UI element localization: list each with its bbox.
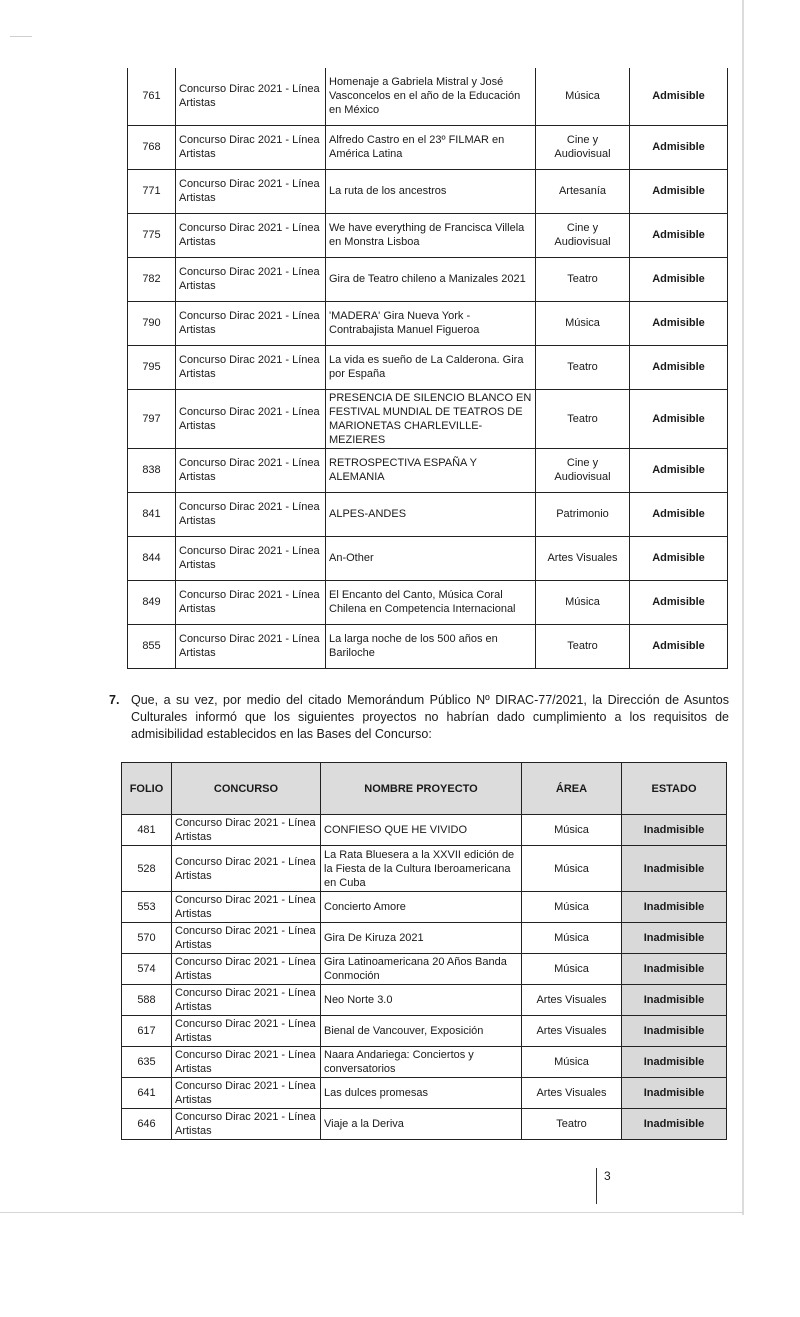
area-cell: Teatro	[536, 624, 630, 668]
nombre-proyecto-cell: An-Other	[326, 536, 536, 580]
area-cell: Artes Visuales	[536, 536, 630, 580]
area-cell: Música	[522, 892, 622, 923]
nombre-proyecto-cell: ALPES-ANDES	[326, 492, 536, 536]
folio-cell: 790	[128, 301, 176, 345]
concurso-cell: Concurso Dirac 2021 - Línea Artistas	[176, 580, 326, 624]
paragraph-text: Que, a su vez, por medio del citado Memorándum Público Nº DIRAC-77/2021, la Dirección de Asuntos Culturales informó que los siguientes proyectos no habrían dado cumplimiento a los requisitos de admisibilidad establecidos en las Bases del Concurso:	[131, 693, 729, 741]
table-row	[128, 68, 728, 125]
area-cell: Cine y Audiovisual	[536, 448, 630, 492]
nombre-proyecto-cell: RETROSPECTIVA ESPAÑA Y ALEMANIA	[326, 448, 536, 492]
table-row	[122, 1109, 727, 1140]
concurso-cell: Concurso Dirac 2021 - Línea Artistas	[176, 345, 326, 389]
estado-cell: Admisible	[630, 580, 728, 624]
concurso-cell: Concurso Dirac 2021 - Línea Artistas	[172, 1016, 321, 1047]
area-cell: Teatro	[536, 389, 630, 448]
area-cell: Artesanía	[536, 169, 630, 213]
estado-cell: Inadmisible	[622, 1109, 727, 1140]
concurso-cell: Concurso Dirac 2021 - Línea Artistas	[172, 1047, 321, 1078]
area-cell: Teatro	[522, 1109, 622, 1140]
table-row	[128, 213, 728, 257]
concurso-cell: Concurso Dirac 2021 - Línea Artistas	[176, 624, 326, 668]
table-row	[122, 985, 727, 1016]
table-row	[128, 536, 728, 580]
concurso-cell: Concurso Dirac 2021 - Línea Artistas	[176, 257, 326, 301]
area-cell: Música	[522, 846, 622, 892]
concurso-cell: Concurso Dirac 2021 - Línea Artistas	[172, 1078, 321, 1109]
folio-cell: 588	[122, 985, 172, 1016]
table-row	[128, 389, 728, 448]
header-folio: FOLIO	[122, 763, 172, 815]
folio-cell: 570	[122, 923, 172, 954]
folio-cell: 841	[128, 492, 176, 536]
header-area: ÁREA	[522, 763, 622, 815]
table-row	[128, 492, 728, 536]
nombre-proyecto-cell: El Encanto del Canto, Música Coral Chilena en Competencia Internacional	[326, 580, 536, 624]
area-cell: Música	[522, 923, 622, 954]
nombre-proyecto-cell: Bienal de Vancouver, Exposición	[321, 1016, 522, 1047]
nombre-proyecto-cell: 'MADERA' Gira Nueva York - Contrabajista Manuel Figueroa	[326, 301, 536, 345]
estado-cell: Admisible	[630, 257, 728, 301]
area-cell: Música	[536, 68, 630, 125]
concurso-cell: Concurso Dirac 2021 - Línea Artistas	[172, 815, 321, 846]
nombre-proyecto-cell: Viaje a la Deriva	[321, 1109, 522, 1140]
table-row	[122, 846, 727, 892]
concurso-cell: Concurso Dirac 2021 - Línea Artistas	[176, 125, 326, 169]
estado-cell: Admisible	[630, 624, 728, 668]
concurso-cell: Concurso Dirac 2021 - Línea Artistas	[176, 492, 326, 536]
concurso-cell: Concurso Dirac 2021 - Línea Artistas	[176, 213, 326, 257]
estado-cell: Inadmisible	[622, 892, 727, 923]
table-header-row	[122, 763, 727, 815]
area-cell: Música	[522, 1047, 622, 1078]
concurso-cell: Concurso Dirac 2021 - Línea Artistas	[172, 954, 321, 985]
folio-cell: 844	[128, 536, 176, 580]
estado-cell: Admisible	[630, 345, 728, 389]
nombre-proyecto-cell: PRESENCIA DE SILENCIO BLANCO EN FESTIVAL MUNDIAL DE TEATROS DE MARIONETAS CHARLEVILLE-MEZIERES	[326, 389, 536, 448]
table-row	[122, 923, 727, 954]
nombre-proyecto-cell: Homenaje a Gabriela Mistral y José Vasconcelos en el año de la Educación en México	[326, 68, 536, 125]
concurso-cell: Concurso Dirac 2021 - Línea Artistas	[176, 301, 326, 345]
estado-cell: Admisible	[630, 448, 728, 492]
nombre-proyecto-cell: Gira de Teatro chileno a Manizales 2021	[326, 257, 536, 301]
area-cell: Teatro	[536, 257, 630, 301]
nombre-proyecto-cell: Alfredo Castro en el 23º FILMAR en América Latina	[326, 125, 536, 169]
nombre-proyecto-cell: La vida es sueño de La Calderona. Gira por España	[326, 345, 536, 389]
estado-cell: Admisible	[630, 68, 728, 125]
folio-cell: 771	[128, 169, 176, 213]
table-row	[128, 257, 728, 301]
folio-cell: 528	[122, 846, 172, 892]
table-row	[122, 815, 727, 846]
area-cell: Música	[522, 954, 622, 985]
scan-mark	[10, 36, 32, 37]
header-concurso: CONCURSO	[172, 763, 321, 815]
nombre-proyecto-cell: CONFIESO QUE HE VIVIDO	[321, 815, 522, 846]
folio-cell: 635	[122, 1047, 172, 1078]
estado-cell: Admisible	[630, 389, 728, 448]
scan-edge-bottom	[0, 1212, 744, 1213]
folio-cell: 855	[128, 624, 176, 668]
scan-edge-right	[742, 0, 744, 1215]
area-cell: Música	[522, 815, 622, 846]
table-row	[122, 1078, 727, 1109]
nombre-proyecto-cell: La Rata Bluesera a la XXVII edición de la Fiesta de la Cultura Iberoamericana en Cuba	[321, 846, 522, 892]
table-row	[122, 1047, 727, 1078]
estado-cell: Admisible	[630, 169, 728, 213]
estado-cell: Admisible	[630, 492, 728, 536]
concurso-cell: Concurso Dirac 2021 - Línea Artistas	[172, 846, 321, 892]
nombre-proyecto-cell: La ruta de los ancestros	[326, 169, 536, 213]
area-cell: Teatro	[536, 345, 630, 389]
area-cell: Cine y Audiovisual	[536, 213, 630, 257]
folio-cell: 617	[122, 1016, 172, 1047]
concurso-cell: Concurso Dirac 2021 - Línea Artistas	[176, 389, 326, 448]
folio-cell: 782	[128, 257, 176, 301]
nombre-proyecto-cell: Naara Andariega: Conciertos y conversatorios	[321, 1047, 522, 1078]
paragraph-7	[109, 692, 729, 743]
nombre-proyecto-cell: Gira De Kiruza 2021	[321, 923, 522, 954]
folio-cell: 481	[122, 815, 172, 846]
estado-cell: Inadmisible	[622, 846, 727, 892]
nombre-proyecto-cell: We have everything de Francisca Villela en Monstra Lisboa	[326, 213, 536, 257]
page-number: 3	[596, 1168, 611, 1204]
nombre-proyecto-cell: Gira Latinoamericana 20 Años Banda Conmoción	[321, 954, 522, 985]
folio-cell: 797	[128, 389, 176, 448]
area-cell: Artes Visuales	[522, 985, 622, 1016]
table-row	[128, 345, 728, 389]
table-row	[128, 448, 728, 492]
table-row	[128, 624, 728, 668]
table-row	[122, 954, 727, 985]
table-row	[128, 125, 728, 169]
area-cell: Patrimonio	[536, 492, 630, 536]
folio-cell: 646	[122, 1109, 172, 1140]
area-cell: Música	[536, 301, 630, 345]
table-row	[122, 892, 727, 923]
area-cell: Artes Visuales	[522, 1078, 622, 1109]
folio-cell: 768	[128, 125, 176, 169]
estado-cell: Inadmisible	[622, 985, 727, 1016]
inadmisibles-table	[121, 762, 727, 1140]
table-row	[128, 169, 728, 213]
folio-cell: 795	[128, 345, 176, 389]
estado-cell: Admisible	[630, 213, 728, 257]
folio-cell: 761	[128, 68, 176, 125]
header-estado: ESTADO	[622, 763, 727, 815]
table-row	[128, 580, 728, 624]
folio-cell: 838	[128, 448, 176, 492]
folio-cell: 775	[128, 213, 176, 257]
folio-cell: 574	[122, 954, 172, 985]
area-cell: Artes Visuales	[522, 1016, 622, 1047]
estado-cell: Inadmisible	[622, 1016, 727, 1047]
estado-cell: Admisible	[630, 301, 728, 345]
estado-cell: Inadmisible	[622, 954, 727, 985]
area-cell: Música	[536, 580, 630, 624]
estado-cell: Inadmisible	[622, 923, 727, 954]
area-cell: Cine y Audiovisual	[536, 125, 630, 169]
concurso-cell: Concurso Dirac 2021 - Línea Artistas	[172, 892, 321, 923]
concurso-cell: Concurso Dirac 2021 - Línea Artistas	[172, 985, 321, 1016]
nombre-proyecto-cell: Concierto Amore	[321, 892, 522, 923]
nombre-proyecto-cell: Neo Norte 3.0	[321, 985, 522, 1016]
estado-cell: Admisible	[630, 125, 728, 169]
concurso-cell: Concurso Dirac 2021 - Línea Artistas	[172, 1109, 321, 1140]
concurso-cell: Concurso Dirac 2021 - Línea Artistas	[176, 169, 326, 213]
folio-cell: 641	[122, 1078, 172, 1109]
concurso-cell: Concurso Dirac 2021 - Línea Artistas	[176, 536, 326, 580]
estado-cell: Inadmisible	[622, 1078, 727, 1109]
concurso-cell: Concurso Dirac 2021 - Línea Artistas	[176, 448, 326, 492]
header-nombre-proyecto: NOMBRE PROYECTO	[321, 763, 522, 815]
admisibles-table	[127, 68, 728, 669]
concurso-cell: Concurso Dirac 2021 - Línea Artistas	[172, 923, 321, 954]
nombre-proyecto-cell: Las dulces promesas	[321, 1078, 522, 1109]
estado-cell: Inadmisible	[622, 1047, 727, 1078]
nombre-proyecto-cell: La larga noche de los 500 años en Bariloche	[326, 624, 536, 668]
estado-cell: Inadmisible	[622, 815, 727, 846]
table-row	[122, 1016, 727, 1047]
concurso-cell: Concurso Dirac 2021 - Línea Artistas	[176, 68, 326, 125]
paragraph-number: 7.	[109, 693, 120, 707]
table-row	[128, 301, 728, 345]
estado-cell: Admisible	[630, 536, 728, 580]
folio-cell: 553	[122, 892, 172, 923]
folio-cell: 849	[128, 580, 176, 624]
